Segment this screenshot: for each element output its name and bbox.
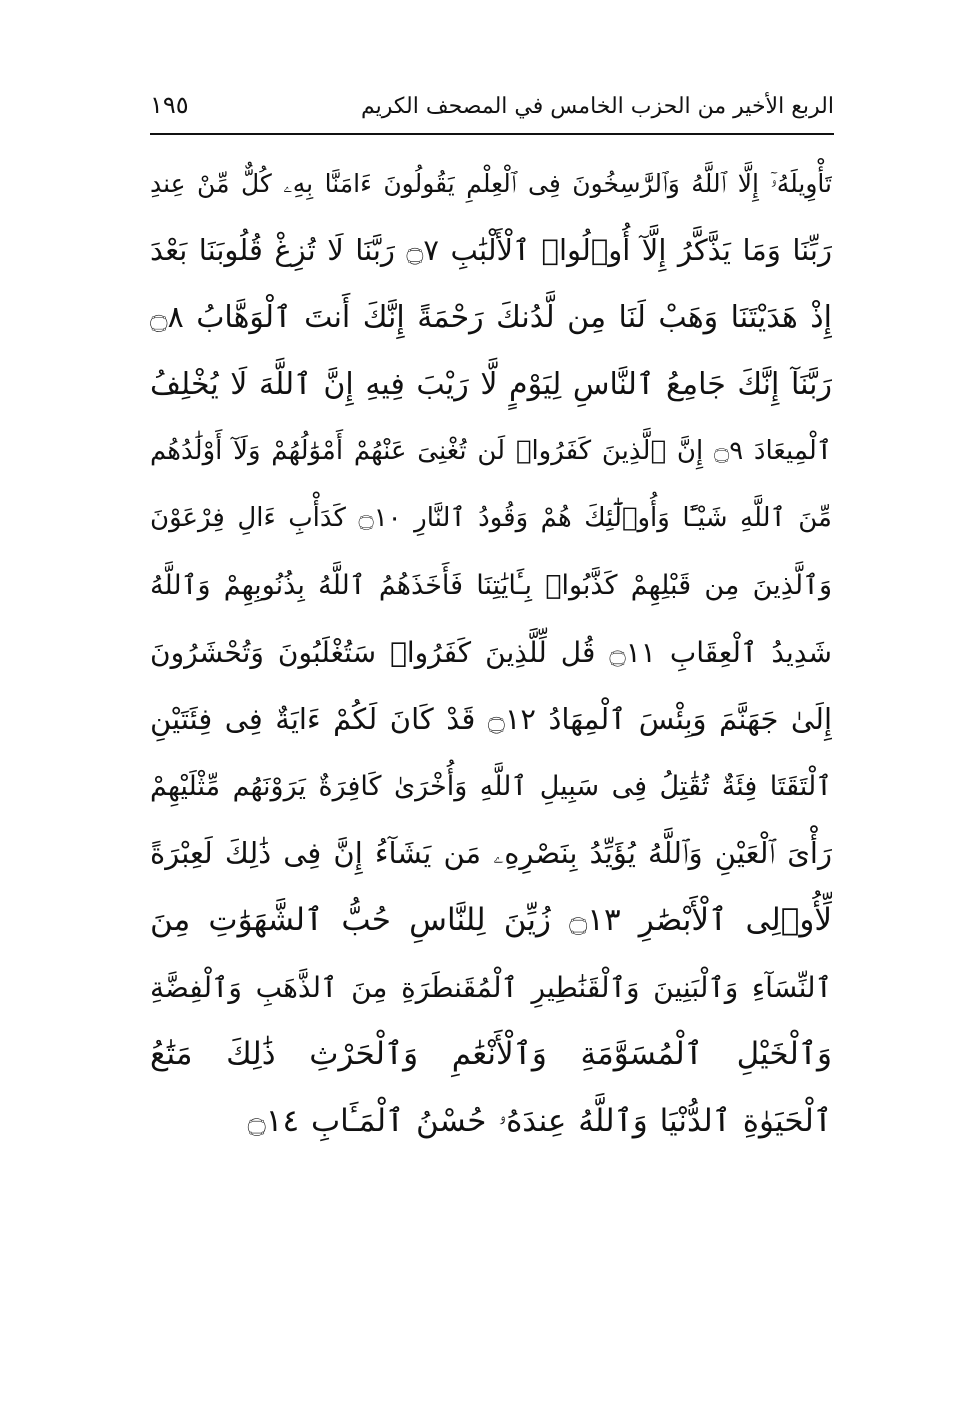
text-line-9: إِلَىٰ جَهَنَّمَ وَبِئْسَ ٱلْمِهَادُ ۝١٢ قَدْ كَانَ لَكُمْ ءَايَةٌ فِى فِئَتَيْنِ xyxy=(150,702,832,736)
text-line-1: تَأْوِيلَهُۥٓ إِلَّا ٱللَّهُ وَٱلرَّٰسِخُونَ فِى ٱلْعِلْمِ يَقُولُونَ ءَامَنَّا بِهِۦ كُلٌّ مِّنْ عِندِ xyxy=(150,169,832,198)
header-title: الربع الأخير من الحزب الخامس في المصحف الكريم xyxy=(360,94,834,119)
text-line-2: رَبِّنَا وَمَا يَذَّكَّرُ إِلَّآ أُو۟لُوا۟ ٱلْأَلْبَٰبِ ۝٧ رَبَّنَا لَا تُزِغْ قُلُوبَنَا بَعْدَ xyxy=(150,233,832,267)
page-header xyxy=(150,86,834,134)
page-number: ١٩٥ xyxy=(150,91,189,119)
text-line-12: لِّأُو۟لِى ٱلْأَبْصَٰرِ ۝١٣ زُيِّنَ لِلنَّاسِ حُبُّ ٱلشَّهَوَٰتِ مِنَ xyxy=(150,902,832,938)
header-divider xyxy=(150,133,834,135)
text-line-15: ٱلْحَيَوٰةِ ٱلدُّنْيَا وَٱللَّهُ عِندَهُۥ حُسْنُ ٱلْمَـَٔابِ ۝١٤ xyxy=(247,1103,832,1139)
text-line-3: إِذْ هَدَيْتَنَا وَهَبْ لَنَا مِن لَّدُنكَ رَحْمَةً إِنَّكَ أَنتَ ٱلْوَهَّابُ ۝٨ xyxy=(150,300,832,335)
text-line-11: رَأْىَ ٱلْعَيْنِ وَٱللَّهُ يُؤَيِّدُ بِنَصْرِهِۦ مَن يَشَآءُ إِنَّ فِى ذَٰلِكَ لَعِبْرَةً xyxy=(150,836,832,870)
text-line-8: شَدِيدُ ٱلْعِقَابِ ۝١١ قُل لِّلَّذِينَ كَفَرُوا۟ سَتُغْلَبُونَ وَتُحْشَرُونَ xyxy=(150,636,832,669)
text-line-14: وَٱلْخَيْلِ ٱلْمُسَوَّمَةِ وَٱلْأَنْعَٰمِ وَٱلْحَرْثِ ذَٰلِكَ مَتَٰعُ xyxy=(150,1036,832,1072)
text-line-7: وَٱلَّذِينَ مِن قَبْلِهِمْ كَذَّبُوا۟ بِـَٔايَٰتِنَا فَأَخَذَهُمُ ٱللَّهُ بِذُنُوبِهِمْ وَٱللَّهُ xyxy=(150,570,832,601)
text-line-4: رَبَّنَآ إِنَّكَ جَامِعُ ٱلنَّاسِ لِيَوْمٍ لَّا رَيْبَ فِيهِ إِنَّ ٱللَّهَ لَا يُخْلِفُ xyxy=(150,367,832,402)
verse-text-block xyxy=(150,150,832,1220)
text-line-5: ٱلْمِيعَادَ ۝٩ إِنَّ ٱلَّذِينَ كَفَرُوا۟ لَن تُغْنِىَ عَنْهُمْ أَمْوَٰلُهُمْ وَلَآ أَوْلَٰدُهُم xyxy=(150,436,832,466)
text-line-13: ٱلنِّسَآءِ وَٱلْبَنِينَ وَٱلْقَنَٰطِيرِ ٱلْمُقَنطَرَةِ مِنَ ٱلذَّهَبِ وَٱلْفِضَّةِ xyxy=(150,971,832,1004)
text-line-10: ٱلْتَقَتَا فِئَةٌ تُقَٰتِلُ فِى سَبِيلِ ٱللَّهِ وَأُخْرَىٰ كَافِرَةٌ يَرَوْنَهُم مِّثْلَيْهِمْ xyxy=(150,771,832,802)
text-line-6: مِّنَ ٱللَّهِ شَيْـًٔا وَأُو۟لَٰٓئِكَ هُمْ وَقُودُ ٱلنَّارِ ۝١٠ كَدَأْبِ ءَالِ فِرْعَوْنَ xyxy=(150,503,832,533)
